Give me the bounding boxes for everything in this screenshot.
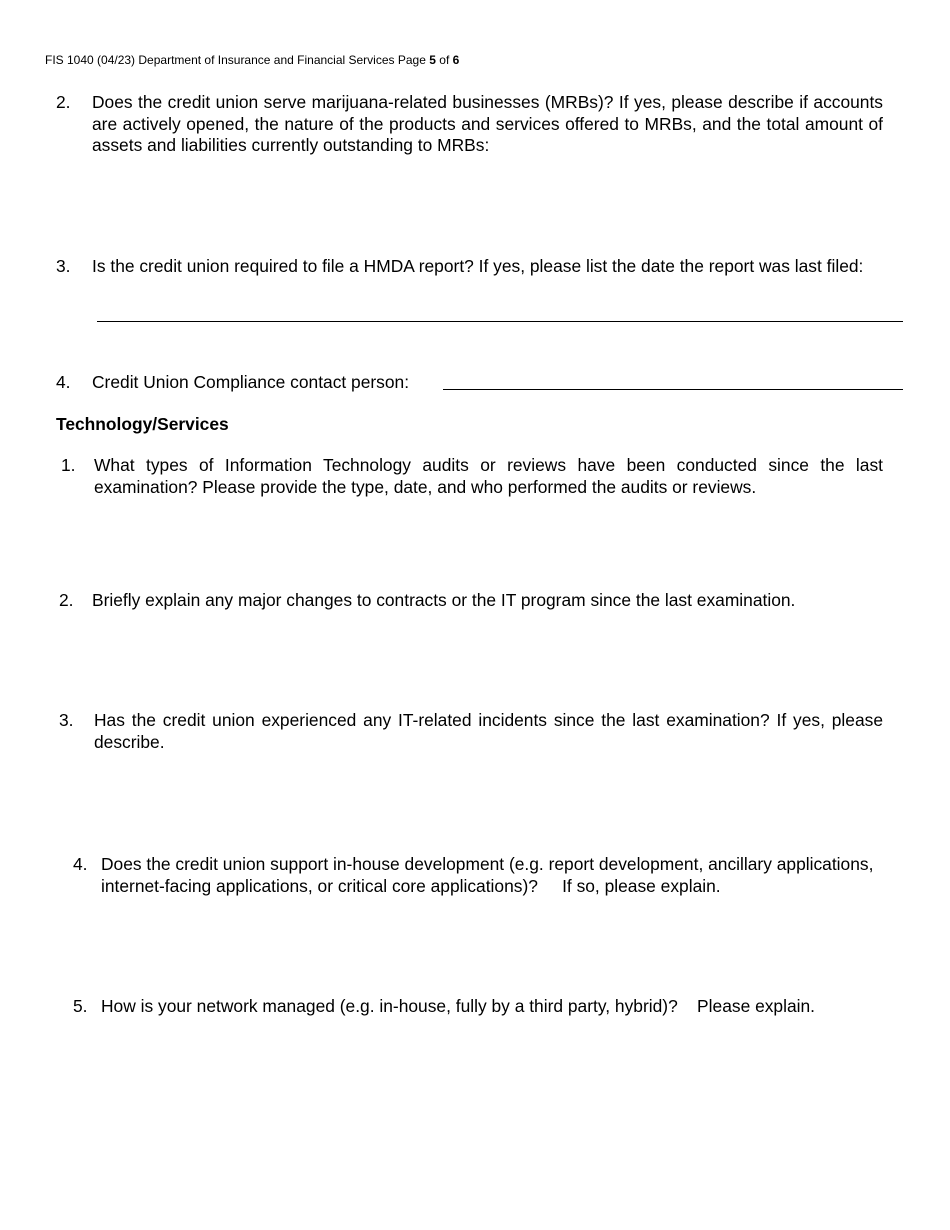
question-number: 1.: [61, 455, 76, 475]
question-number: 3.: [59, 710, 74, 730]
section-title: Technology/Services: [56, 414, 229, 434]
hmda-date-answer-line[interactable]: [97, 321, 903, 322]
question-text: Is the credit union required to file a HMDA report? If yes, please list the date the report was last filed:: [92, 256, 864, 276]
question-number: 5.: [73, 996, 88, 1016]
question-number: 2.: [59, 590, 74, 610]
question-text: Credit Union Compliance contact person:: [92, 372, 410, 392]
page-number: 5: [429, 53, 436, 67]
compliance-contact-answer-line[interactable]: [443, 389, 903, 390]
page-total: 6: [452, 53, 460, 67]
question-number: 3.: [56, 256, 71, 276]
question-number: 4.: [73, 854, 88, 874]
question-number: 2.: [56, 92, 71, 112]
question-text: Does the credit union support in-house development (e.g. report development, ancillary applications, internet-facing applications, or critical core applications)? If so, please explain.: [101, 854, 879, 896]
question-number: 4.: [56, 372, 71, 392]
question-text: Does the credit union serve marijuana-related businesses (MRBs)? If yes, please describe if accounts are actively opened, the nature of the products and services offered to MRBs, and the total amount of assets and liabilities currently outstanding to MRBs:: [92, 92, 883, 155]
question-text: Briefly explain any major changes to contracts or the IT program since the last examination.: [92, 590, 796, 610]
page-header: [45, 53, 459, 67]
form-id: FIS 1040 (04/23) Department of Insurance and Financial Services Page: [45, 53, 426, 67]
question-text: Has the credit union experienced any IT-related incidents since the last examination? If yes, please describe.: [94, 710, 883, 752]
question-text: What types of Information Technology audits or reviews have been conducted since the last examination? Please provide the type, date, and who performed the audits or reviews.: [94, 455, 883, 497]
page-of: of: [439, 53, 450, 67]
question-text: How is your network managed (e.g. in-house, fully by a third party, hybrid)? Please explain.: [101, 996, 816, 1016]
